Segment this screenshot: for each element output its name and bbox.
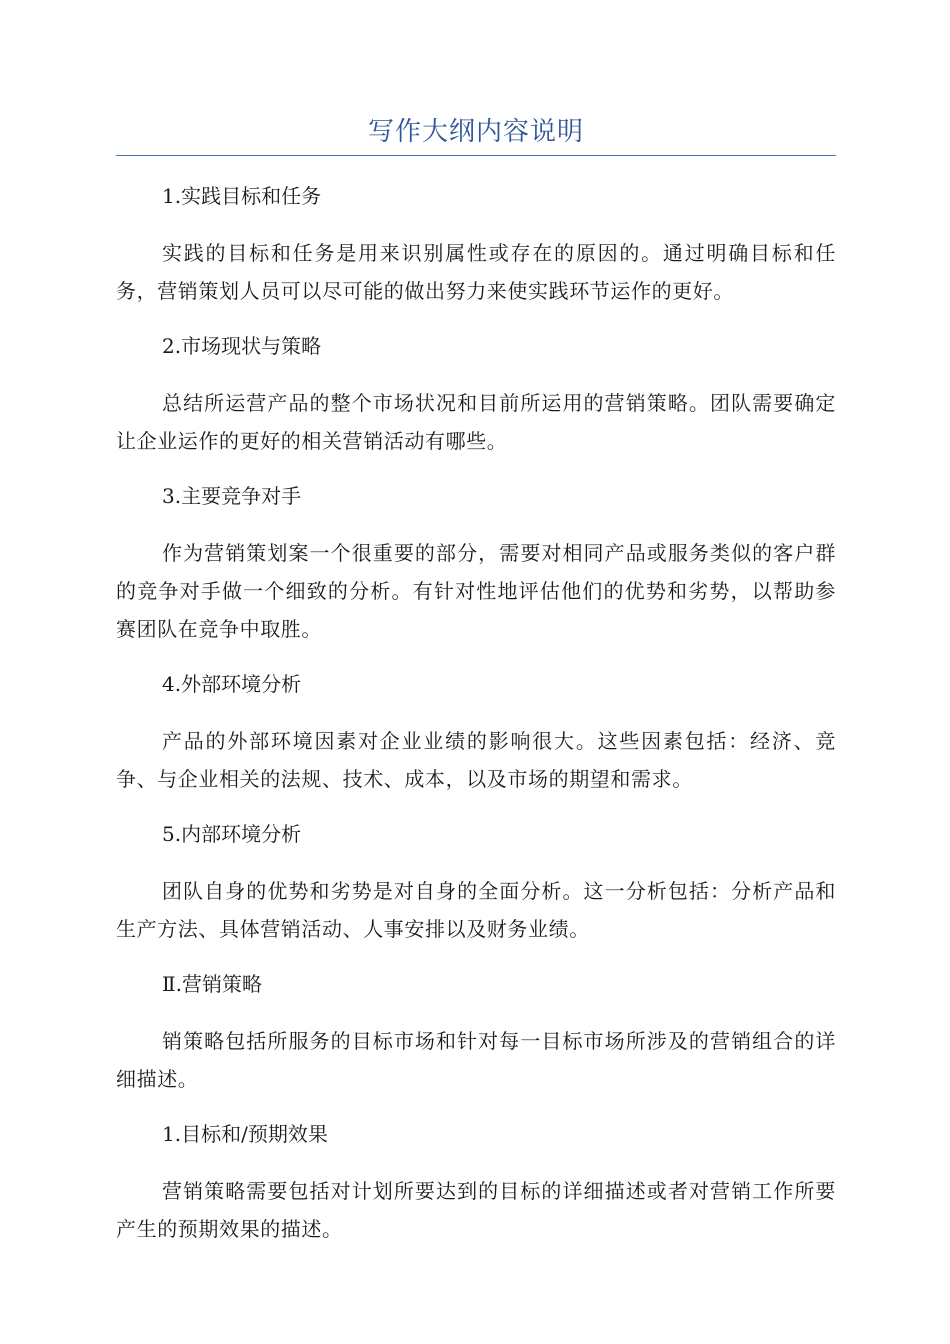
section-heading: 2.市场现状与策略 [162, 334, 322, 358]
section-paragraph: 总结所运营产品的整个市场状况和目前所运用的营销策略。团队需要确定让企业运作的更好的相关营销活动有哪些。 [116, 391, 836, 453]
section [116, 666, 836, 798]
section-heading: 1.实践目标和任务 [162, 184, 322, 208]
section-paragraph: 作为营销策划案一个很重要的部分，需要对相同产品或服务类似的客户群的竞争对手做一个细致的分析。有针对性地评估他们的优势和劣势，以帮助参赛团队在竞争中取胜。 [116, 541, 836, 641]
section [116, 478, 836, 648]
section-paragraph: 销策略包括所服务的目标市场和针对每一目标市场所涉及的营销组合的详细描述。 [116, 1029, 836, 1091]
section-paragraph: 营销策略需要包括对计划所要达到的目标的详细描述或者对营销工作所要产生的预期效果的描述。 [116, 1179, 836, 1241]
section-heading: 3.主要竞争对手 [162, 484, 302, 508]
title-underline [116, 155, 836, 156]
section-heading: Ⅱ.营销策略 [162, 972, 262, 996]
document-page [116, 0, 836, 1266]
document-title: 写作大纲内容说明 [367, 117, 584, 147]
section [116, 966, 836, 1098]
section [116, 816, 836, 948]
document-body [116, 178, 836, 1248]
section [116, 1116, 836, 1248]
section-heading: 1.目标和/预期效果 [162, 1122, 328, 1146]
section-heading: 4.外部环境分析 [162, 672, 302, 696]
section-heading: 5.内部环境分析 [162, 822, 302, 846]
section-paragraph: 团队自身的优势和劣势是对自身的全面分析。这一分析包括：分析产品和生产方法、具体营销活动、人事安排以及财务业绩。 [116, 879, 836, 941]
section [116, 178, 836, 310]
section-paragraph: 产品的外部环境因素对企业业绩的影响很大。这些因素包括：经济、竞争、与企业相关的法规、技术、成本，以及市场的期望和需求。 [116, 729, 836, 791]
section-paragraph: 实践的目标和任务是用来识别属性或存在的原因的。通过明确目标和任务，营销策划人员可以尽可能的做出努力来使实践环节运作的更好。 [116, 241, 836, 303]
section [116, 328, 836, 460]
